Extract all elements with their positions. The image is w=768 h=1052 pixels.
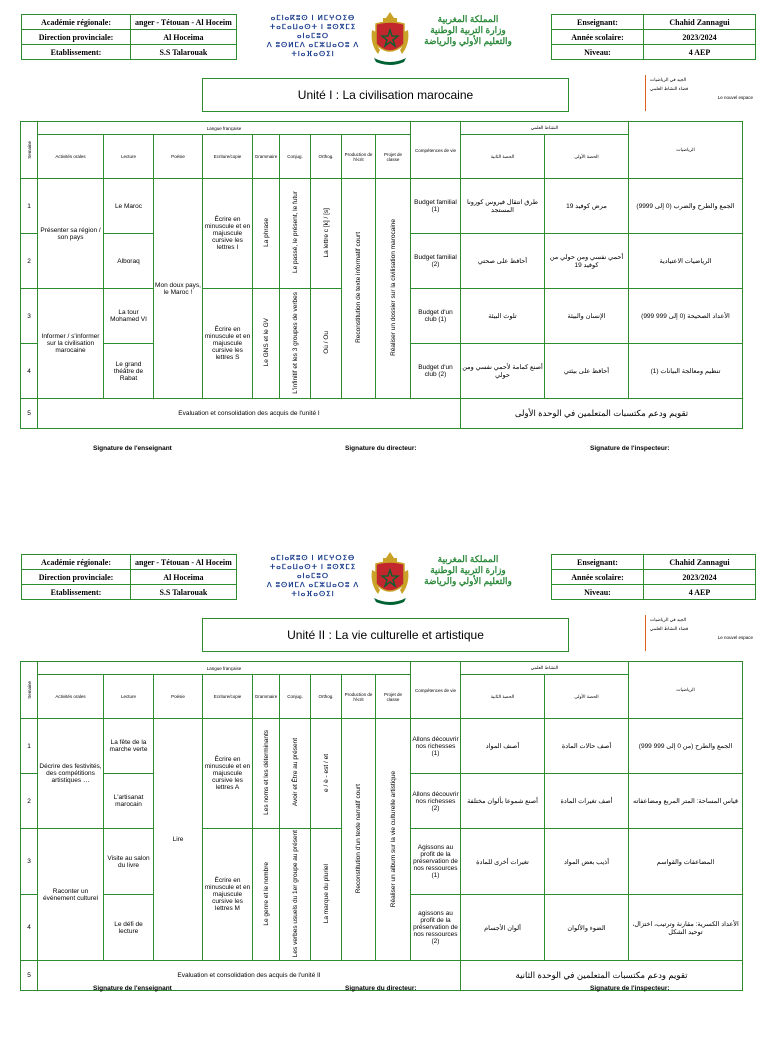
projet-cell: Réaliser un dossier sur la civilisation marocaine [376,179,411,399]
hissa2-cell: ألوان الأجسام [461,895,545,961]
competences-cell: Budget d'un club (2) [411,344,461,399]
hissa2-cell: أصنع شموعا بألوان مختلفة [461,774,545,829]
production-cell: Reconstitution de texte informatif court [342,179,376,399]
lecture-header: Lecture [104,675,154,719]
langue-header: Langue française [38,122,411,135]
nashat-header: النشاط العلمي [461,662,629,675]
competences-header: Compétences de vie [411,122,461,179]
conjug-cell: Les verbes usuels du 1er groupe au présent [280,829,311,961]
orthog-header: Orthog. [311,135,342,179]
source-note: الجيد في الرياضيات فضاء النشاط العلمي Le nouvel espace [645,615,753,651]
grammaire-cell: La phrase [253,179,280,289]
lecture-cell: Visite au salon du livre [104,829,154,895]
niveau-label: Niveau: [552,585,644,600]
orales-cell: Raconter un événement culturel [38,829,104,961]
enseignant-value: Chahid Zannagui [644,15,756,30]
table-row [21,179,743,234]
production-header: Production de l'écrit [342,135,376,179]
ecriture-header: Ecriture/copie [203,135,253,179]
tifinagh-title: ⴰⵎⵏⴰⴽⵓⵙ ⵏ ⵍⵎⵖⵔⵉⴱ ⵜⴰⵎⴰⵡⴰⵙⵜ ⵏ ⵓⵙⴳⵎⵉ ⴰⵏⴰⵎⵓⵔ ⴷ ⵓⵙⵍⵎⴷ ⴰⵎⵣⵡⴰⵔⵓ ⴷ ⵜⵏⴰⴼⴰⵙⵉⵏ [266,15,360,58]
competences-cell: Budget familial (1) [411,179,461,234]
math-cell: الأعداد الكسرية: مقارنة وترتيب، اختزال، توحيد الشكل [629,895,743,961]
orthog-cell: Où / Ou [311,289,342,399]
evaluation-fr-cell: Evaluation et consolidation des acquis de l'unité II [38,961,461,991]
conjug-header: Conjug. [280,135,311,179]
grammaire-header: Grammaire [253,135,280,179]
planning-grid [20,661,743,991]
week-number: 4 [21,895,38,961]
math-header: الرياضيات [629,122,743,179]
hissa2-cell: أصنف المواد [461,719,545,774]
grammaire-header: Grammaire [253,675,280,719]
math-cell: قياس المساحة: المتر المربع ومضاعفاته [629,774,743,829]
coat-of-arms-icon [368,10,412,68]
conjug-header: Conjug. [280,675,311,719]
lecture-header: Lecture [104,135,154,179]
orthog-cell: e / è - est / et [311,719,342,829]
hissa1-cell: أذيب بعض المواد [545,829,629,895]
projet-header: Projet de classe [376,135,411,179]
planning-page [0,0,768,512]
niveau-value: 4 AEP [644,45,756,60]
competences-cell: agissons au profit de la préservation de nos ressources (2) [411,895,461,961]
conjug-cell: Avoir et Être au présent [280,719,311,829]
week-number: 3 [21,289,38,344]
orales-header: Activités orales [38,675,104,719]
school-info-table [21,14,237,60]
direction-label: Direction provinciale: [22,570,131,585]
teacher-info-table [551,14,756,60]
direction-label: Direction provinciale: [22,30,131,45]
semaine-header: Semaine [21,662,38,719]
ministry-emblem [258,550,518,610]
competences-cell: Allons découvrir nos richesses (2) [411,774,461,829]
source-note: الجيد في الرياضيات فضاء النشاط العلمي Le nouvel espace [645,75,753,111]
math-cell: المضاعفات والقواسم [629,829,743,895]
lecture-cell: L'artisanat marocain [104,774,154,829]
annee-label: Année scolaire: [552,570,644,585]
teacher-info-table [551,554,756,600]
orthog-cell: La lettre c [k] / [s] [311,179,342,289]
hissa1-cell: الإنسان والبيئة [545,289,629,344]
etablissement-value: S.S Talarouak [131,585,237,600]
grammaire-cell: Les noms et les déterminants [253,719,280,829]
arabic-ministry-title: المملكة المغربية وزارة التربية الوطنية والتعليم الأولي والرياضة [424,554,512,586]
competences-cell: Budget familial (2) [411,234,461,289]
table-row [21,719,743,774]
academie-value: anger - Tétouan - Al Hoceim [131,555,237,570]
evaluation-fr-cell: Evaluation et consolidation des acquis de l'unité I [38,399,461,429]
grammaire-cell: Le GNS et le GV [253,289,280,399]
planning-grid [20,121,743,429]
enseignant-value: Chahid Zannagui [644,555,756,570]
week-number: 1 [21,719,38,774]
annee-value: 2023/2024 [644,30,756,45]
week-number: 5 [21,399,38,429]
lecture-cell: La fête de la marche verte [104,719,154,774]
math-cell: الأعداد الصحيحة (0 إلى 999 999) [629,289,743,344]
nashat-header: النشاط العلمي [461,122,629,135]
academie-label: Académie régionale: [22,555,131,570]
semaine-header: Semaine [21,122,38,179]
week-number: 2 [21,774,38,829]
enseignant-label: Enseignant: [552,15,644,30]
hissa1-cell: أصف حالات المادة [545,719,629,774]
direction-value: Al Hoceima [131,30,237,45]
table-row [21,399,743,429]
teacher-signature-label: Signature de l'enseignant [93,445,172,452]
ecriture-cell: Écrire en minuscule et en majuscule cursive les lettres M [203,829,253,961]
math-cell: الجمع والطرح والضرب (0 إلى 9999) [629,179,743,234]
hissa2-cell: تلوث البيئة [461,289,545,344]
competences-header: Compétences de vie [411,662,461,719]
week-number: 4 [21,344,38,399]
hissa2-cell: أحافظ على صحتي [461,234,545,289]
annee-label: Année scolaire: [552,30,644,45]
week-number: 1 [21,179,38,234]
hissa2-cell: طرق انتقال فيروس كورونا المستجد [461,179,545,234]
hissa1-cell: مرض كوفيد 19 [545,179,629,234]
hissa1-cell: أحمي نفسي ومن حولي من كوفيد 19 [545,234,629,289]
enseignant-label: Enseignant: [552,555,644,570]
competences-cell: Allons découvrir nos richesses (1) [411,719,461,774]
evaluation-ar-cell: تقويم ودعم مكتسبات المتعلمين في الوحدة الثانية [461,961,743,991]
coat-of-arms-icon [368,550,412,608]
director-signature-label: Signature du directeur: [345,445,417,452]
etablissement-label: Etablissement: [22,585,131,600]
teacher-signature-label: Signature de l'enseignant [93,985,172,992]
school-info-table [21,554,237,600]
grammaire-cell: Le genre et le nombre [253,829,280,961]
langue-header: Langue française [38,662,411,675]
ministry-emblem [258,10,518,70]
projet-header: Projet de classe [376,675,411,719]
director-signature-label: Signature du directeur: [345,985,417,992]
lecture-cell: Alboraq [104,234,154,289]
annee-value: 2023/2024 [644,570,756,585]
ecriture-cell: Écrire en minuscule et en majuscule cursive les lettres A [203,719,253,829]
tifinagh-title: ⴰⵎⵏⴰⴽⵓⵙ ⵏ ⵍⵎⵖⵔⵉⴱ ⵜⴰⵎⴰⵡⴰⵙⵜ ⵏ ⵓⵙⴳⵎⵉ ⴰⵏⴰⵎⵓⵔ ⴷ ⵓⵙⵍⵎⴷ ⴰⵎⵣⵡⴰⵔⵓ ⴷ ⵜⵏⴰⴼⴰⵙⵉⵏ [266,555,360,598]
week-number: 2 [21,234,38,289]
unit-title: Unité II : La vie culturelle et artistique [202,618,569,652]
hissa1-cell: أحافظ على بيئتي [545,344,629,399]
poesie-cell: Lire [154,719,203,961]
orales-cell: Décrire des festivités, des compétitions artistiques … [38,719,104,829]
arabic-ministry-title: المملكة المغربية وزارة التربية الوطنية والتعليم الأولي والرياضة [424,14,512,46]
production-header: Production de l'écrit [342,675,376,719]
math-cell: الجمع والطرح (من 0 إلى 999 999) [629,719,743,774]
hissa2-header: الحصة الثانية [461,135,545,179]
hissa1-header: الحصة الأولى [545,675,629,719]
academie-value: anger - Tétouan - Al Hoceim [131,15,237,30]
math-cell: تنظيم ومعالجة البيانات (1) [629,344,743,399]
direction-value: Al Hoceima [131,570,237,585]
ecriture-header: Ecriture/copie [203,675,253,719]
orales-cell: Présenter sa région / son pays [38,179,104,289]
academie-label: Académie régionale: [22,15,131,30]
lecture-cell: Le grand théâtre de Rabat [104,344,154,399]
competences-cell: Budget d'un club (1) [411,289,461,344]
inspector-signature-label: Signature de l'inspecteur: [590,445,670,452]
lecture-cell: Le défi de lecture [104,895,154,961]
projet-cell: Réaliser un album sur la vie culturelle artistique [376,719,411,961]
niveau-value: 4 AEP [644,585,756,600]
production-cell: Reconstitution d'un texte narratif court [342,719,376,961]
orales-cell: Informer / s'informer sur la civilisation marocaine [38,289,104,399]
etablissement-value: S.S Talarouak [131,45,237,60]
hissa1-header: الحصة الأولى [545,135,629,179]
niveau-label: Niveau: [552,45,644,60]
ecriture-cell: Écrire en minuscule et en majuscule cursive les lettres I [203,179,253,289]
lecture-cell: Le Maroc [104,179,154,234]
competences-cell: Agissons au profit de la préservation de nos ressources (1) [411,829,461,895]
week-number: 3 [21,829,38,895]
unit-title: Unité I : La civilisation marocaine [202,78,569,112]
hissa2-cell: أصنع كمامة لأحمي نفسي ومن حولي [461,344,545,399]
conjug-cell: Le passé, le présent, le futur [280,179,311,289]
math-header: الرياضيات [629,662,743,719]
hissa2-header: الحصة الثانية [461,675,545,719]
ecriture-cell: Écrire en minuscule et en majuscule cursive les lettres S [203,289,253,399]
planning-page [0,540,768,1052]
etablissement-label: Etablissement: [22,45,131,60]
poesie-cell: Mon doux pays, le Maroc ! [154,179,203,399]
week-number: 5 [21,961,38,991]
hissa2-cell: تغيرات أخرى للمادة [461,829,545,895]
inspector-signature-label: Signature de l'inspecteur: [590,985,670,992]
orthog-cell: La marque du pluriel [311,829,342,961]
hissa1-cell: أصف تغيرات المادة [545,774,629,829]
hissa1-cell: الضوء والألوان [545,895,629,961]
orales-header: Activités orales [38,135,104,179]
poesie-header: Poésie [154,675,203,719]
evaluation-ar-cell: تقويم ودعم مكتسبات المتعلمين في الوحدة الأولى [461,399,743,429]
conjug-cell: L'infinitif et les 3 groupes de verbes [280,289,311,399]
math-cell: الرياضيات الاعتيادية [629,234,743,289]
lecture-cell: La tour Mohamed VI [104,289,154,344]
orthog-header: Orthog. [311,675,342,719]
poesie-header: Poésie [154,135,203,179]
